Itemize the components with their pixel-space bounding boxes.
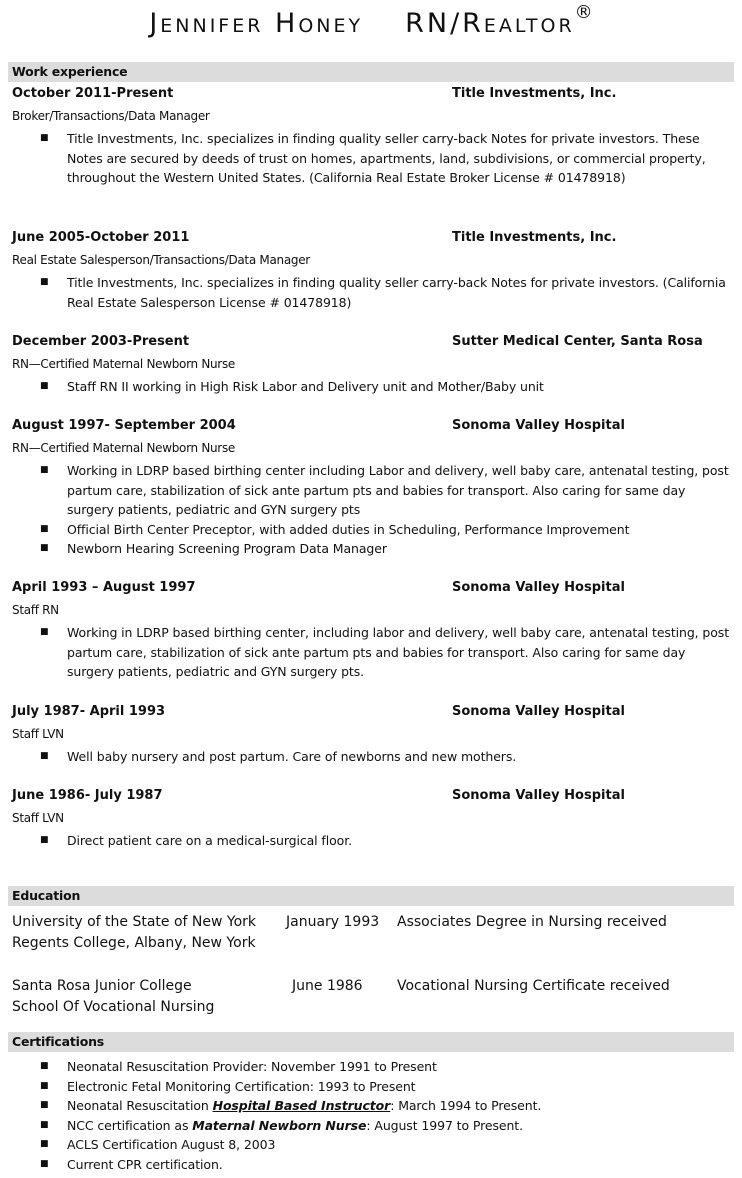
job-dates: July 1987- April 1993 — [12, 704, 166, 719]
job-entry — [12, 334, 734, 397]
resume-title — [0, 2, 742, 39]
job-employer: Sonoma Valley Hospital — [452, 788, 625, 803]
job-role: RN—Certified Maternal Newborn Nurse — [12, 441, 235, 455]
education-date: June 1986 — [292, 978, 363, 994]
job-role: Broker/Transactions/Data Manager — [12, 109, 210, 123]
job-bullet-text: Title Investments, Inc. specializes in finding quality seller carry-back Notes for private investors. These Notes are secured by deeds of trust on homes, apartments, land, subdivisions, or commercial property, throughout the Western United States. (California Real Estate Broker License # 01478918) — [67, 131, 706, 185]
job-bullet — [12, 129, 734, 188]
job-entry — [12, 580, 734, 682]
education-school-detail: School Of Vocational Nursing — [12, 999, 215, 1015]
job-entry — [12, 788, 734, 851]
education-award: Vocational Nursing Certificate received — [397, 978, 670, 994]
job-dates: December 2003-Present — [12, 334, 190, 349]
job-dates: August 1997- September 2004 — [12, 418, 236, 433]
job-role: Staff LVN — [12, 811, 64, 825]
certification-text: Electronic Fetal Monitoring Certification: 1993 to Present — [67, 1078, 416, 1094]
job-bullet — [12, 539, 734, 559]
certification-text: Neonatal Resuscitation Provider: November 1991 to Present — [67, 1059, 437, 1074]
bullet-icon: ■ — [40, 465, 49, 475]
job-bullet — [12, 831, 734, 851]
certification-item — [12, 1155, 734, 1175]
job-role: Staff LVN — [12, 727, 64, 741]
certification-text: Neonatal Resuscitation — [67, 1098, 213, 1113]
job-employer: Sutter Medical Center, Santa Rosa — [452, 334, 703, 349]
education-school: University of the State of New York — [12, 914, 257, 930]
certifications-list — [12, 1057, 734, 1174]
job-bullet — [12, 273, 734, 312]
job-dates: October 2011-Present — [12, 86, 174, 101]
bullet-icon: ■ — [40, 627, 49, 637]
bullet-icon: ■ — [40, 1119, 49, 1130]
certification-item — [12, 1096, 734, 1116]
job-bullet — [12, 747, 734, 767]
section-certifications: Certifications — [8, 1032, 734, 1052]
bullet-icon: ■ — [40, 277, 49, 287]
education-school-detail: Regents College, Albany, New York — [12, 935, 256, 951]
job-entry — [12, 86, 734, 188]
bullet-icon: ■ — [40, 1158, 49, 1169]
job-bullet-text: Newborn Hearing Screening Program Data Manager — [67, 541, 387, 556]
bullet-icon: ■ — [40, 1080, 49, 1091]
education-award: Associates Degree in Nursing received — [397, 914, 667, 930]
section-work-experience: Work experience — [8, 62, 734, 82]
job-entry — [12, 230, 734, 312]
job-entry — [12, 704, 734, 767]
bullet-icon: ■ — [40, 523, 49, 534]
bullet-icon: ■ — [40, 1061, 49, 1071]
bullet-icon: ■ — [40, 1139, 49, 1149]
job-dates: June 2005-October 2011 — [12, 230, 190, 245]
job-employer: Title Investments, Inc. — [452, 230, 617, 245]
job-employer: Title Investments, Inc. — [452, 86, 617, 101]
job-bullet-text: Official Birth Center Preceptor, with added duties in Scheduling, Performance Improvement — [67, 521, 630, 537]
certification-text: : August 1997 to Present. — [366, 1117, 523, 1133]
certification-item — [12, 1057, 734, 1077]
job-bullet-text: Working in LDRP based birthing center including Labor and delivery, well baby care, antenatal testing, post partum care, stabilization of sick ante partum pts and babies for transport. Also caring for same day surgery patients, pediatric and GYN surgery pts — [67, 463, 729, 517]
certification-item — [12, 1135, 734, 1155]
job-bullet-text: Working in LDRP based birthing center, including labor and delivery, well baby care, antenatal testing, post partum care, stabilization of sick ante partum pts and babies for transport. Also caring for same day surgery patients, pediatric and GYN surgery pts. — [67, 625, 730, 679]
job-bullet — [12, 377, 734, 397]
job-role: Staff RN — [12, 603, 59, 617]
bullet-icon: ■ — [40, 543, 49, 553]
certification-text: Current CPR certification. — [67, 1156, 223, 1172]
job-bullet — [12, 623, 734, 682]
job-bullet-text: Title Investments, Inc. specializes in finding quality seller carry-back Notes for private investors. (California Real Estate Salesperson License # 01478918) — [67, 275, 726, 310]
certification-text: ACLS Certification August 8, 2003 — [67, 1137, 276, 1152]
bullet-icon: ■ — [40, 835, 49, 845]
certification-emphasis: Hospital Based Instructor — [212, 1098, 391, 1113]
applicant-title: RN/Realtor — [405, 8, 575, 39]
job-bullet-text: Staff RN II working in High Risk Labor and Delivery unit and Mother/Baby unit — [67, 379, 544, 394]
applicant-name: Jennifer Honey — [149, 8, 364, 39]
job-employer: Sonoma Valley Hospital — [452, 418, 625, 433]
job-role: RN—Certified Maternal Newborn Nurse — [12, 357, 235, 371]
education-school: Santa Rosa Junior College — [12, 978, 192, 994]
certification-emphasis: Maternal Newborn Nurse — [192, 1117, 367, 1133]
bullet-icon: ■ — [40, 751, 49, 761]
job-employer: Sonoma Valley Hospital — [452, 704, 625, 719]
certification-item — [12, 1077, 734, 1097]
job-employer: Sonoma Valley Hospital — [452, 580, 625, 595]
bullet-icon: ■ — [40, 381, 49, 391]
job-dates: June 1986- July 1987 — [12, 788, 163, 803]
bullet-icon: ■ — [40, 133, 49, 143]
registered-mark: ® — [574, 2, 593, 23]
education-date: January 1993 — [286, 914, 380, 930]
certification-item — [12, 1116, 734, 1136]
job-bullet-text: Direct patient care on a medical-surgical floor. — [67, 833, 352, 848]
bullet-icon: ■ — [40, 1100, 49, 1110]
section-education: Education — [8, 886, 734, 906]
certification-text: : March 1994 to Present. — [390, 1098, 542, 1113]
certification-text: NCC certification as — [67, 1117, 193, 1133]
job-bullet — [12, 461, 734, 520]
job-entry — [12, 418, 734, 559]
job-bullet-text: Well baby nursery and post partum. Care of newborns and new mothers. — [67, 749, 517, 764]
job-dates: April 1993 – August 1997 — [12, 580, 196, 595]
job-bullet — [12, 520, 734, 540]
job-role: Real Estate Salesperson/Transactions/Data Manager — [12, 253, 310, 267]
